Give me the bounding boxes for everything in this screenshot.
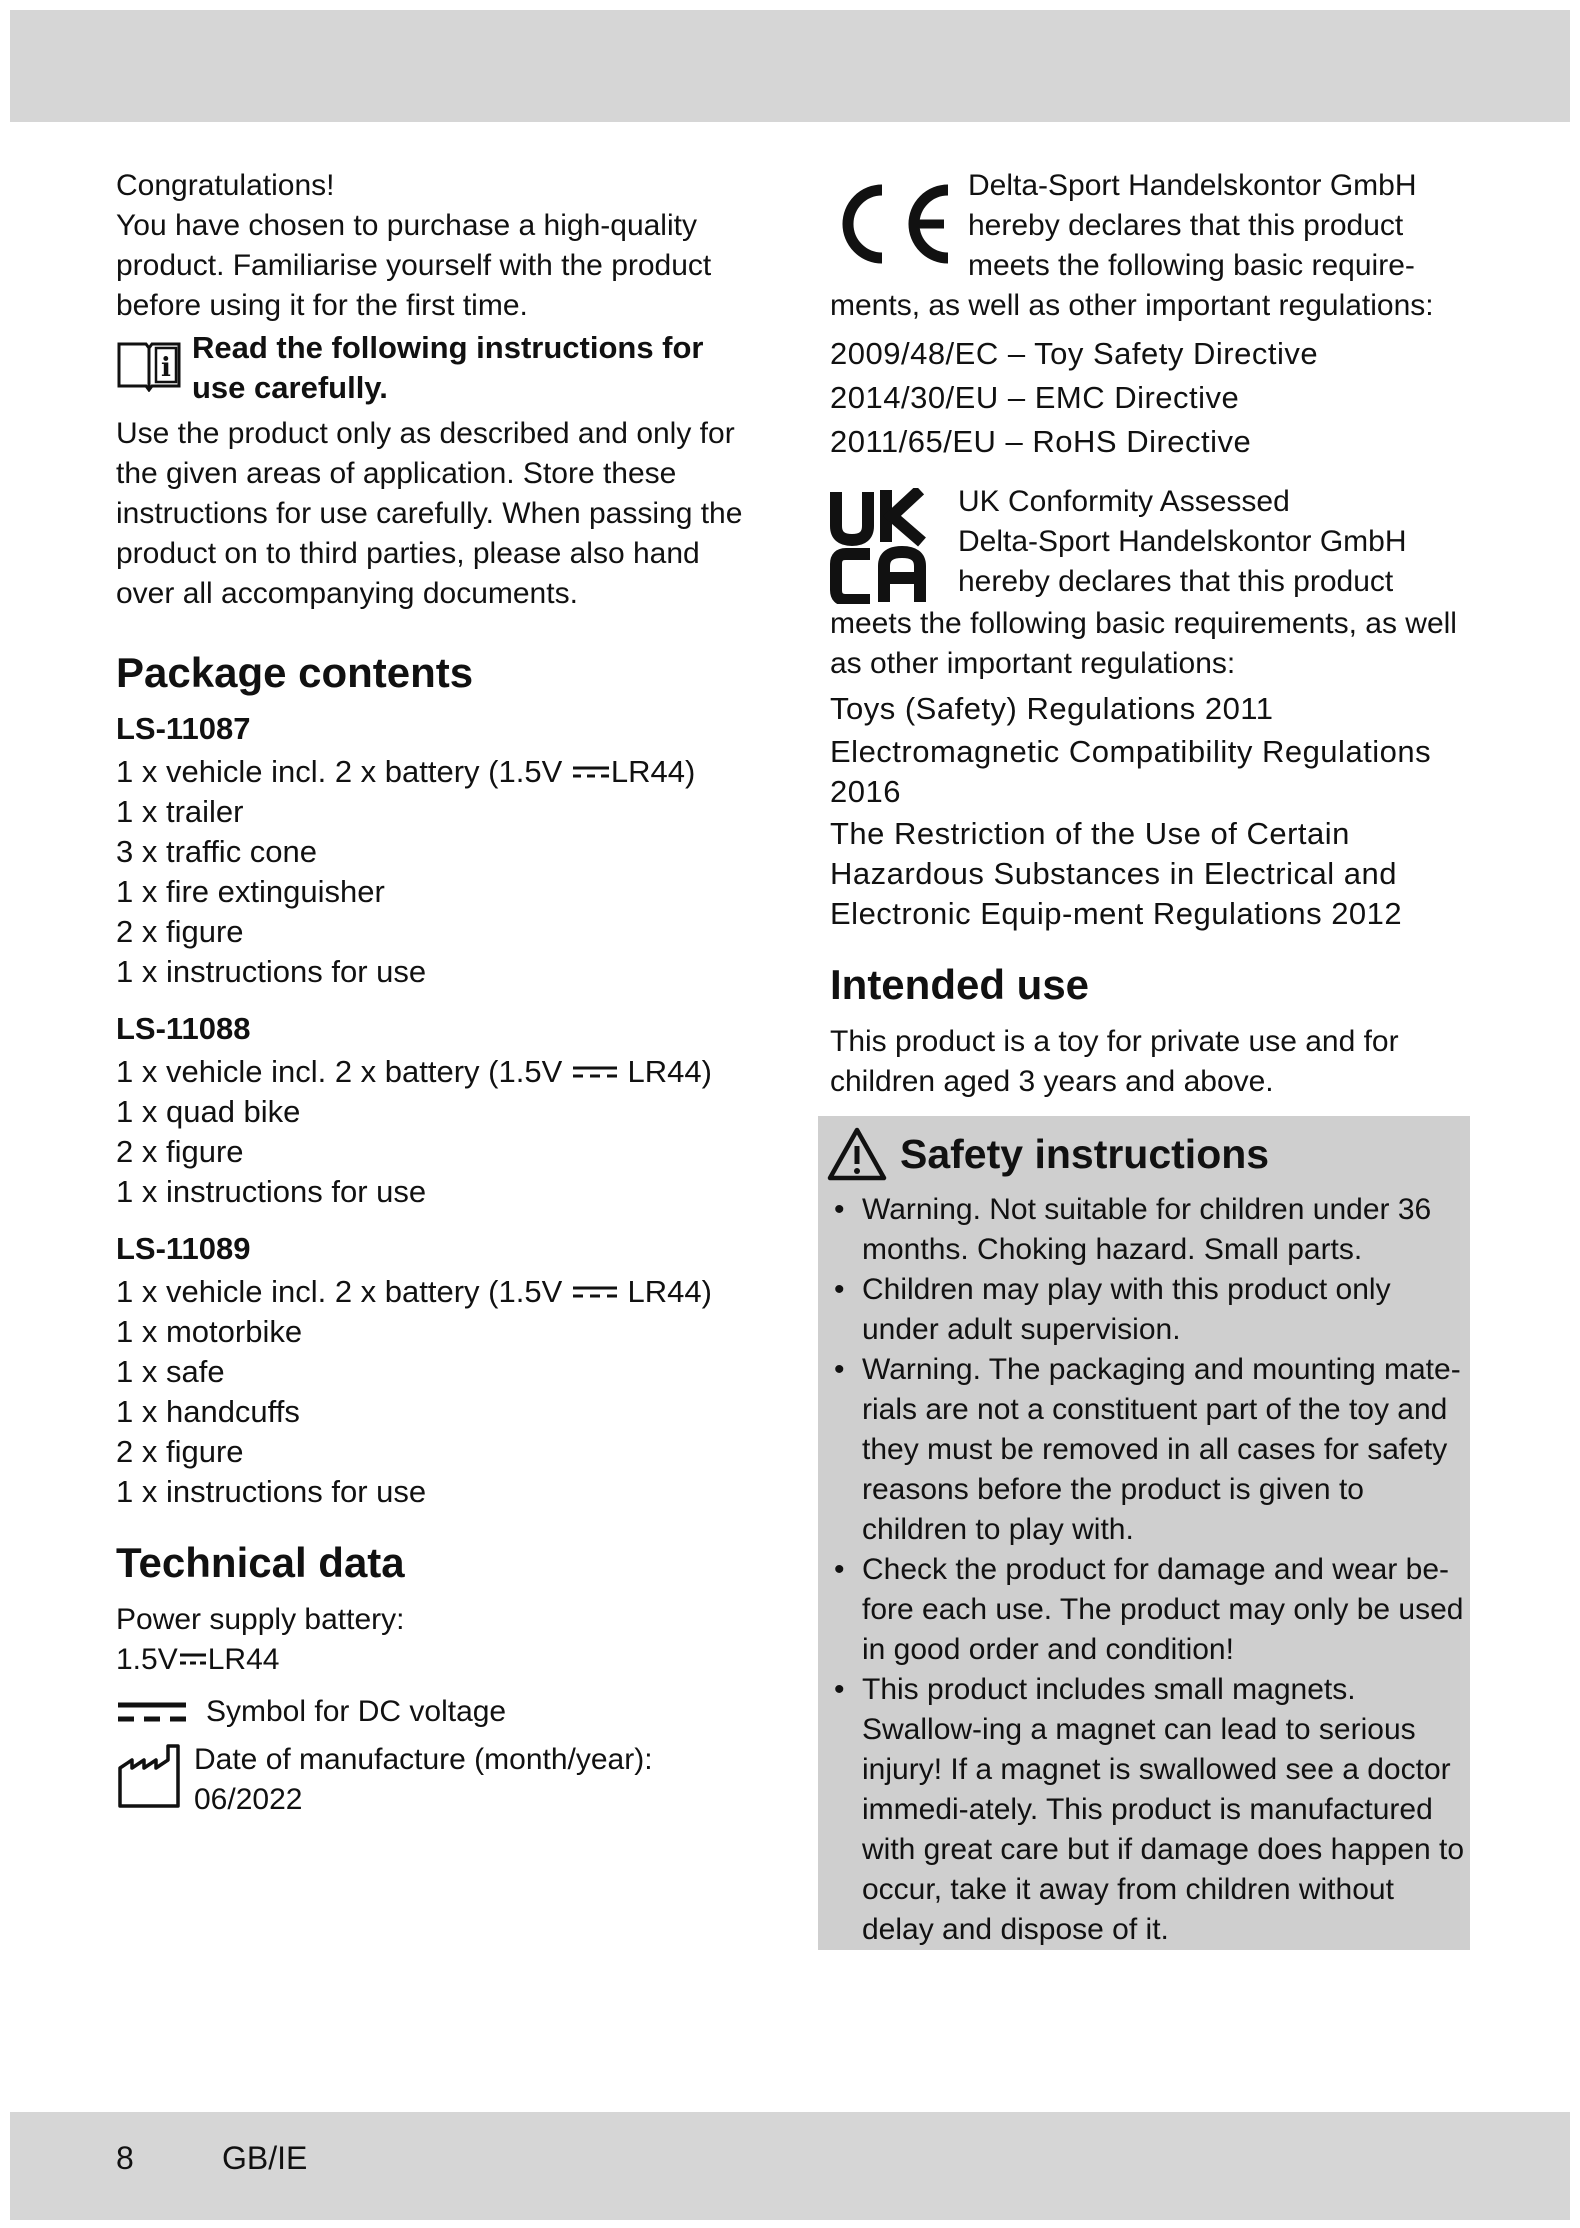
left-column — [116, 166, 756, 1820]
list-item: 1 x trailer — [116, 794, 244, 829]
list-item: 1 x fire extinguisher — [116, 874, 385, 909]
power-label: Power supply battery: — [116, 1603, 405, 1636]
list-item: 1 x handcuffs — [116, 1394, 300, 1429]
directive-line: 2011/65/EU – RoHS Directive — [830, 424, 1252, 459]
ukca-declaration-continued: meets the following basic requirements, as well as other important regulations: — [830, 607, 1457, 680]
ukca-line: Delta-Sport Handelskontor GmbH — [958, 525, 1407, 558]
model-ls-11087 — [116, 710, 756, 992]
ce-declaration-text — [968, 166, 1417, 286]
list-item: 1 x safe — [116, 1354, 225, 1389]
regulation-line: The Restriction of the Use of Certain Hazardous Substances in Electrical and Electronic Equip-ment Regulations 2012 — [830, 816, 1403, 931]
model-name: LS-11089 — [116, 1231, 251, 1266]
list-item: 1 x instructions for use — [116, 1474, 427, 1509]
ce-line: Delta-Sport Handelskontor GmbH — [968, 169, 1417, 202]
technical-data-title: Technical data — [116, 1539, 405, 1586]
dc-symbol-icon — [571, 762, 611, 782]
list-item — [116, 752, 756, 792]
safety-list — [818, 1190, 1470, 1950]
dc-symbol-icon — [178, 1649, 208, 1669]
ce-line: meets the following basic require- — [968, 249, 1415, 282]
page-number: 8 — [116, 2140, 134, 2176]
dc-symbol-icon — [571, 1282, 619, 1302]
list-item-text: 1 x vehicle incl. 2 x battery (1.5V — [116, 754, 563, 789]
power-value — [116, 1640, 756, 1680]
ukca-declaration-text — [958, 482, 1407, 602]
list-item: 2 x figure — [116, 1134, 244, 1169]
model-ls-11088 — [116, 1010, 756, 1212]
regulation-line: Toys (Safety) Regulations 2011 — [830, 691, 1274, 726]
ce-declaration — [830, 166, 1470, 286]
ukca-line: hereby declares that this product — [958, 565, 1394, 598]
directive-line: 2014/30/EU – EMC Directive — [830, 380, 1240, 415]
ukca-declaration — [830, 482, 1470, 604]
safety-title: Safety instructions — [900, 1130, 1270, 1177]
manufacture-date-text — [194, 1740, 653, 1820]
region-label: GB/IE — [222, 2140, 308, 2176]
ukca-mark-icon — [830, 488, 926, 604]
read-instructions-title: Read the following instructions for use carefully. — [192, 330, 704, 405]
model-name: LS-11088 — [116, 1011, 251, 1046]
list-item: 1 x motorbike — [116, 1314, 303, 1349]
factory-icon — [116, 1740, 188, 1810]
list-item: 2 x figure — [116, 914, 244, 949]
dc-symbol-text: Symbol for DC voltage — [206, 1695, 507, 1728]
ce-declaration-continued: ments, as well as other important regulations: — [830, 289, 1434, 322]
instruction-book-icon — [116, 338, 182, 392]
ce-mark-icon — [830, 176, 958, 272]
list-item-text: LR44) — [610, 754, 696, 789]
model-ls-11089 — [116, 1230, 756, 1512]
intended-use-text: This product is a toy for private use and for children aged 3 years and above. — [830, 1025, 1399, 1098]
ce-line: hereby declares that this product — [968, 209, 1404, 242]
list-item-text: 1 x vehicle incl. 2 x battery (1.5V — [116, 1274, 563, 1309]
safety-item: • Warning. The packaging and mounting mate-rials are not a constituent part of the toy and they must be removed in all cases for safety reasons before the product is given to children to play with. — [818, 1350, 1470, 1550]
power-value-battery: LR44 — [207, 1643, 280, 1676]
list-item — [116, 1052, 756, 1092]
right-column — [830, 166, 1470, 1102]
safety-instructions-box — [818, 1116, 1470, 1950]
list-item: 2 x figure — [116, 1434, 244, 1469]
dc-symbol-row — [116, 1692, 756, 1732]
list-item: 3 x traffic cone — [116, 834, 318, 869]
list-item — [116, 1272, 756, 1312]
safety-item: • Warning. Not suitable for children under 36 months. Choking hazard. Small parts. — [818, 1190, 1470, 1270]
header-band — [10, 10, 1570, 122]
directive-line: 2009/48/EC – Toy Safety Directive — [830, 336, 1319, 371]
intended-use-title: Intended use — [830, 961, 1090, 1008]
safety-item: • Children may play with this product only under adult supervision. — [818, 1270, 1470, 1350]
list-item-text: LR44) — [627, 1274, 712, 1309]
list-item: 1 x quad bike — [116, 1094, 301, 1129]
intro-text: You have chosen to purchase a high-quality product. Familiarise yourself with the product before using it for the first time. — [116, 209, 712, 322]
warning-triangle-icon — [826, 1126, 888, 1182]
usage-text: Use the product only as described and only for the given areas of application. Store these instructions for use carefully. When passing the product on to third parties, please also hand over all accompanying documents. — [116, 417, 743, 610]
list-item-text: LR44) — [627, 1054, 712, 1089]
list-item: 1 x instructions for use — [116, 954, 427, 989]
read-instructions-block — [116, 328, 756, 408]
list-item: 1 x instructions for use — [116, 1174, 427, 1209]
package-contents-title: Package contents — [116, 649, 474, 696]
regulation-line: Electromagnetic Compatibility Regulations 2016 — [830, 734, 1432, 809]
dc-voltage-symbol-icon — [116, 1697, 188, 1727]
safety-item: • Check the product for damage and wear be-fore each use. The product may only be used in good order and condition! — [818, 1550, 1470, 1670]
power-value-voltage: 1.5V — [116, 1643, 178, 1676]
ukca-line: UK Conformity Assessed — [958, 485, 1290, 518]
model-name: LS-11087 — [116, 711, 251, 746]
manufacture-date-row — [116, 1740, 756, 1820]
intro-greeting: Congratulations! — [116, 169, 335, 202]
dc-symbol-icon — [571, 1062, 619, 1082]
safety-title-row — [826, 1126, 1470, 1182]
svg-text:i: i — [161, 353, 171, 383]
safety-item: • This product includes small magnets. Swallow-ing a magnet can lead to serious injury! If a magnet is swallowed see a doctor immedi-ately. This product is manufactured with great care but if damage does happen to occur, take it away from children without delay and dispose of it. — [818, 1670, 1470, 1950]
manufacture-date-label: Date of manufacture (month/year): — [194, 1743, 653, 1776]
list-item-text: 1 x vehicle incl. 2 x battery (1.5V — [116, 1054, 563, 1089]
manufacture-date-value: 06/2022 — [194, 1783, 303, 1816]
